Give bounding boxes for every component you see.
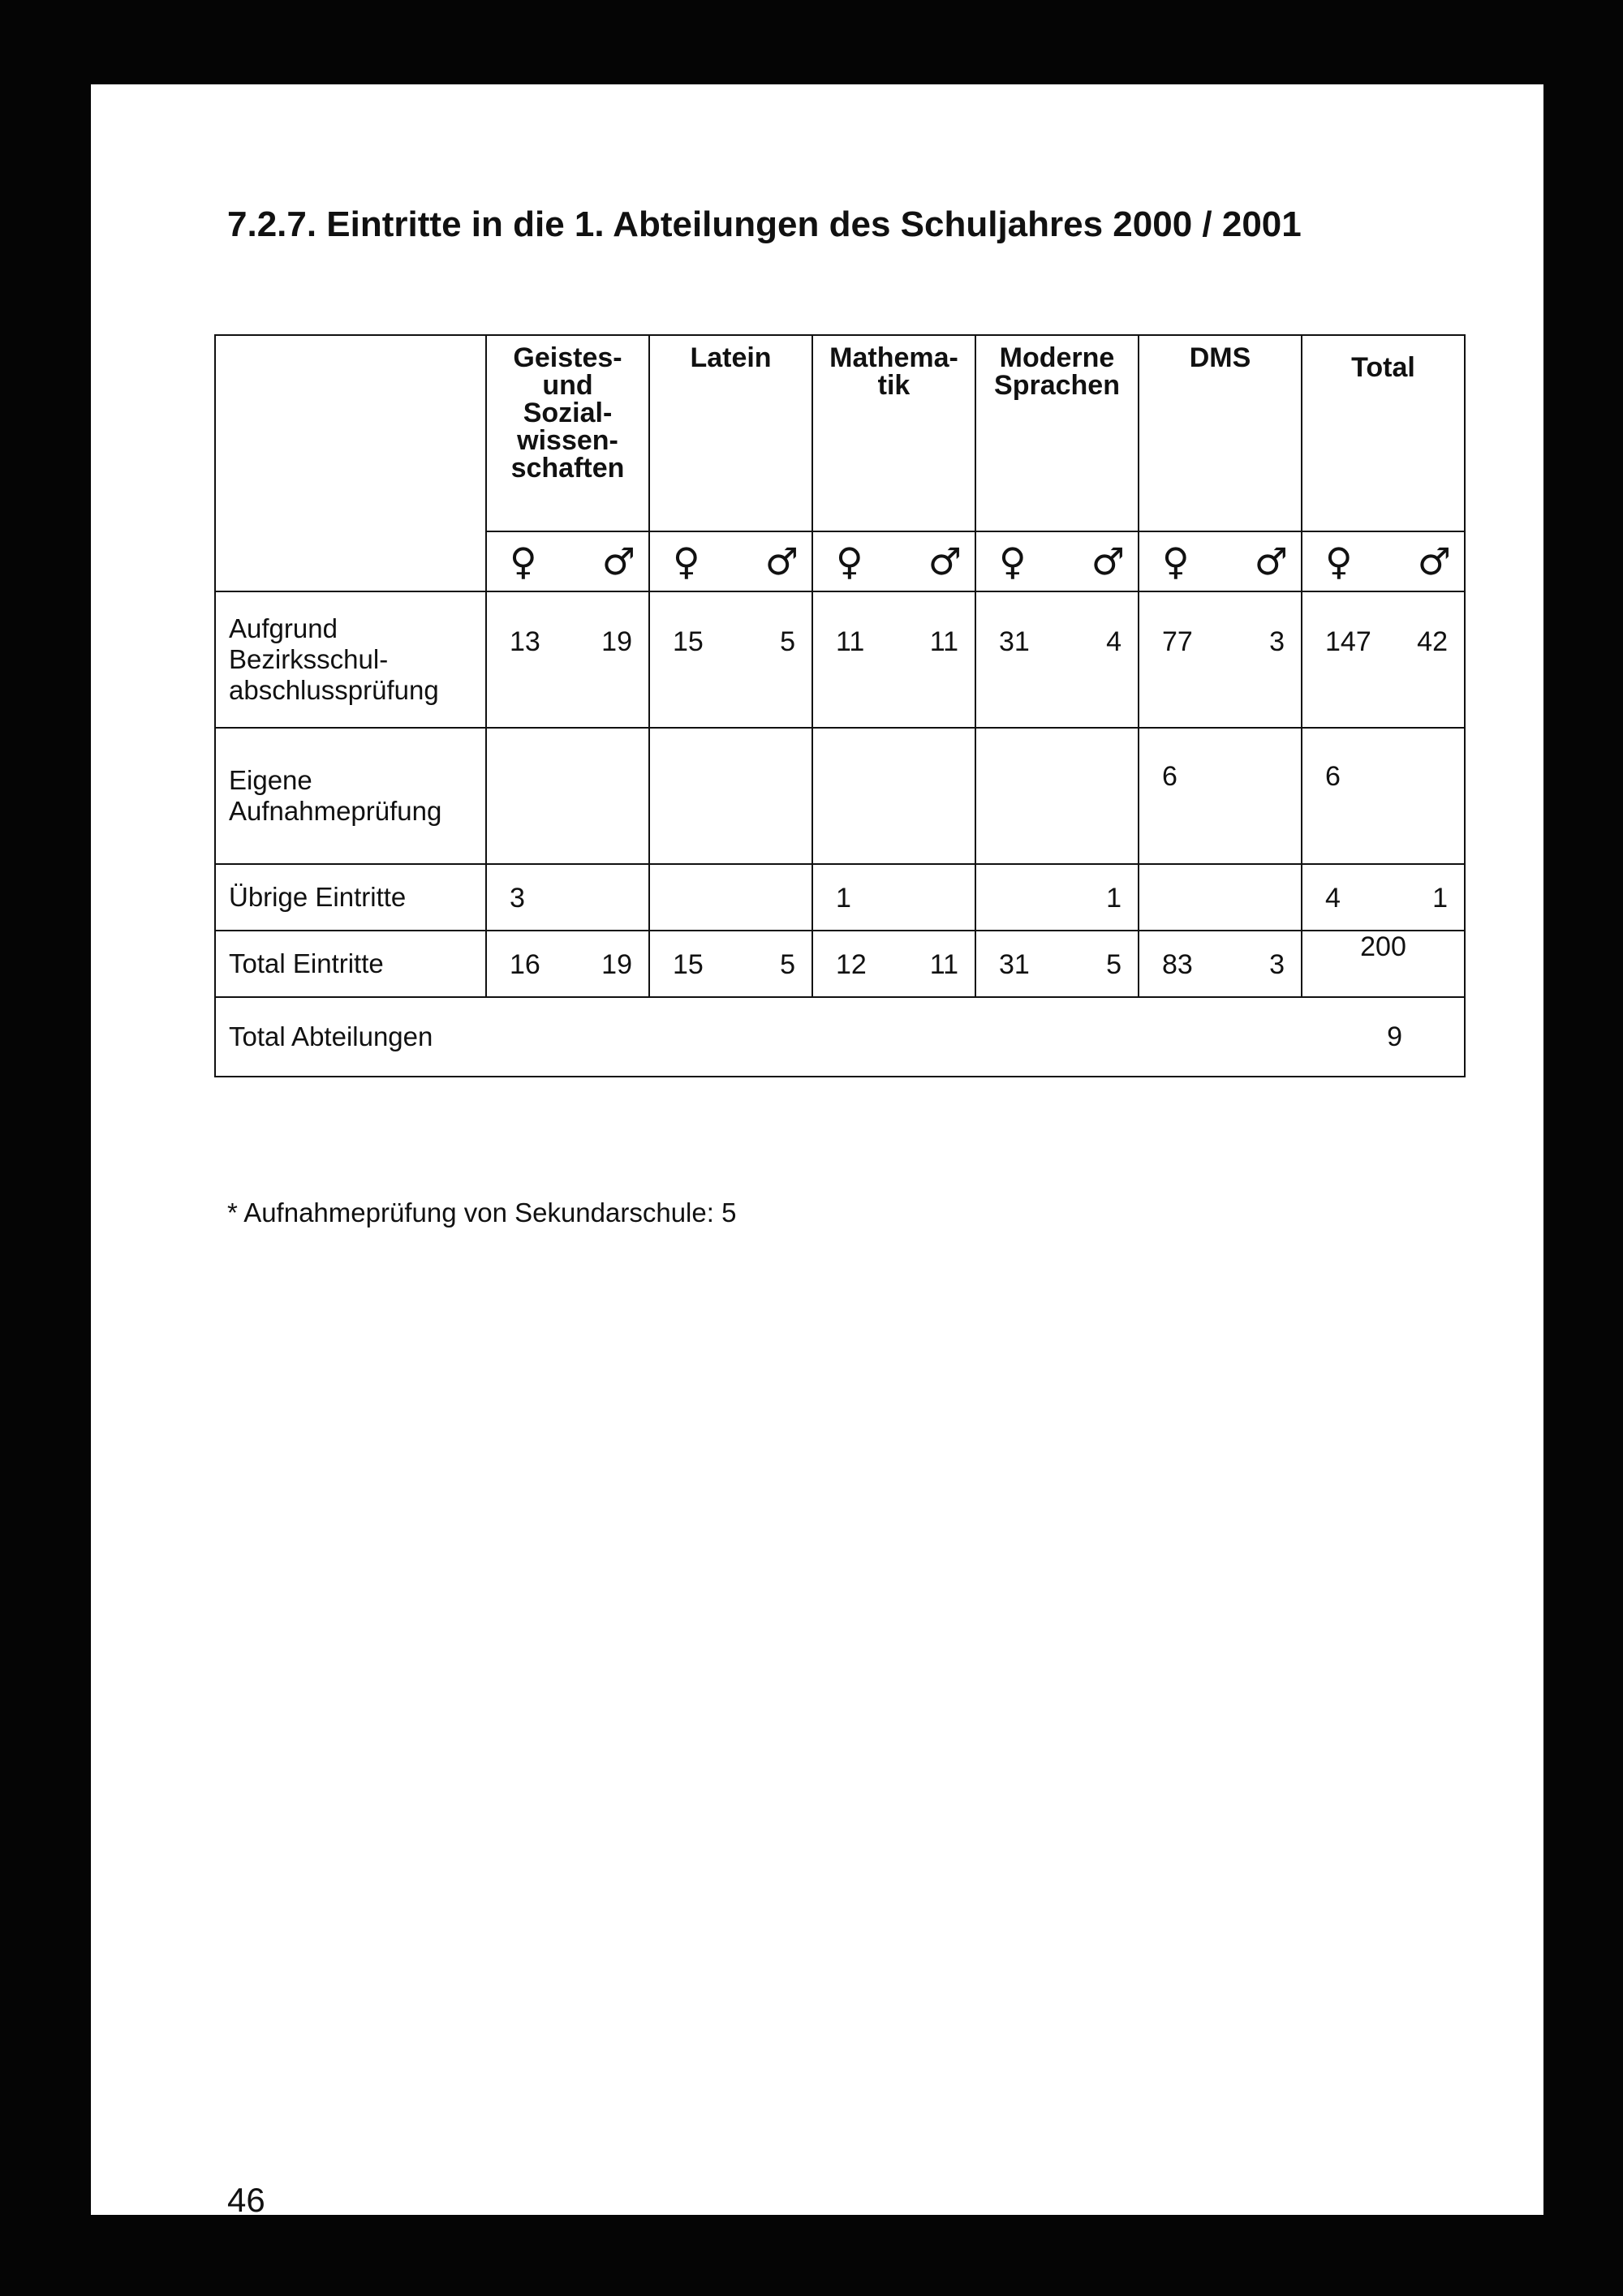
column-header-latein (649, 335, 812, 531)
female-count: 77 (1162, 626, 1193, 657)
table-cell (649, 591, 812, 728)
header-line: Sprachen (994, 370, 1120, 401)
female-count: 6 (1162, 761, 1177, 792)
male-symbol-icon: ♂ (1254, 540, 1288, 583)
male-symbol-icon: ♂ (928, 540, 962, 583)
column-header-geistes (486, 335, 649, 531)
male-count: 19 (601, 626, 632, 657)
column-header-moderne-sprachen (975, 335, 1139, 531)
male-symbol-icon: ♂ (601, 540, 635, 583)
table-cell (812, 864, 975, 931)
female-symbol-icon: ♀ (836, 540, 863, 583)
row-label-line: Total Eintritte (229, 948, 384, 978)
header-line: Sozial- (523, 398, 613, 428)
male-symbol-icon: ♂ (1091, 540, 1125, 583)
female-symbol-icon: ♀ (1162, 540, 1190, 583)
row-label-line: Übrige Eintritte (229, 882, 407, 912)
female-count: 6 (1325, 761, 1341, 792)
row-label-line: Aufgrund (229, 613, 338, 643)
male-count: 19 (601, 949, 632, 980)
header-line: Geistes- (513, 342, 622, 373)
table-cell (812, 931, 975, 997)
footer-label: Total Abteilungen (215, 997, 1302, 1077)
header-line: Total (1351, 352, 1415, 383)
female-symbol-icon: ♀ (673, 540, 700, 583)
female-count: 1 (836, 883, 851, 914)
total-entries-combined: 200 (1302, 931, 1465, 997)
table-cell (812, 591, 975, 728)
female-count: 4 (1325, 883, 1341, 914)
row-label-line: Bezirksschul- (229, 644, 389, 674)
table-footer-row (215, 997, 1465, 1077)
row-label (215, 931, 486, 997)
female-count: 15 (673, 949, 704, 980)
table-row (215, 931, 1465, 997)
document-page (91, 84, 1543, 2219)
female-count: 31 (999, 626, 1030, 657)
table-row (215, 864, 1465, 931)
female-count: 11 (836, 626, 865, 657)
female-symbol-icon: ♀ (999, 540, 1027, 583)
female-symbol-icon: ♀ (1325, 540, 1353, 583)
header-line: schaften (510, 453, 625, 484)
female-count: 31 (999, 949, 1030, 980)
column-header-dms (1139, 335, 1302, 531)
footnote: * Aufnahmeprüfung von Sekundarschule: 5 (227, 1197, 737, 1228)
male-count: 1 (1432, 883, 1448, 914)
table-cell (1139, 931, 1302, 997)
sex-cell (812, 531, 975, 591)
table-cell (649, 728, 812, 864)
header-line: wissen- (517, 425, 618, 456)
header-corner-cell (215, 335, 486, 591)
table-cell (975, 591, 1139, 728)
female-count: 16 (510, 949, 540, 980)
row-label-line: abschlussprüfung (229, 675, 439, 705)
male-count: 42 (1417, 626, 1448, 657)
female-count: 83 (1162, 949, 1193, 980)
male-count: 3 (1269, 626, 1285, 657)
row-label (215, 728, 486, 864)
table-cell (486, 864, 649, 931)
footer-value: 9 (1302, 997, 1465, 1077)
header-line: Latein (690, 342, 772, 373)
header-line: und (542, 370, 593, 401)
male-count: 5 (1106, 949, 1121, 980)
table-row (215, 591, 1465, 728)
male-count: 4 (1106, 626, 1121, 657)
table-cell (975, 728, 1139, 864)
female-count: 15 (673, 626, 704, 657)
header-line: Moderne (999, 342, 1115, 373)
table-cell (1302, 728, 1465, 864)
column-header-total (1302, 335, 1465, 531)
sex-cell (1302, 531, 1465, 591)
female-count: 13 (510, 626, 540, 657)
sex-cell (486, 531, 649, 591)
sex-cell (1139, 531, 1302, 591)
table-cell (649, 931, 812, 997)
header-line: tik (877, 370, 911, 401)
table-cell (1302, 864, 1465, 931)
female-symbol-icon: ♀ (510, 540, 537, 583)
male-count: 5 (780, 949, 795, 980)
female-count: 12 (836, 949, 867, 980)
column-header-mathematik (812, 335, 975, 531)
table-cell (812, 728, 975, 864)
table-cell (486, 591, 649, 728)
table-cell (1302, 591, 1465, 728)
table-header-row (215, 335, 1465, 531)
table-cell (1139, 728, 1302, 864)
male-count: 3 (1269, 949, 1285, 980)
male-symbol-icon: ♂ (1417, 540, 1451, 583)
row-label (215, 591, 486, 728)
table-cell (975, 931, 1139, 997)
header-line: Mathema- (829, 342, 958, 373)
row-label-line: Eigene (229, 765, 312, 795)
male-count: 11 (929, 949, 958, 980)
page-number: 46 (227, 2181, 265, 2219)
table-cell (486, 728, 649, 864)
table-cell (1139, 591, 1302, 728)
row-label-line: Aufnahmeprüfung (229, 796, 442, 826)
male-count: 5 (780, 626, 795, 657)
table-row (215, 728, 1465, 864)
female-count: 147 (1325, 626, 1371, 657)
admissions-table (214, 334, 1466, 1077)
table-cell (649, 864, 812, 931)
male-symbol-icon: ♂ (764, 540, 799, 583)
sex-cell (975, 531, 1139, 591)
header-line: DMS (1189, 342, 1251, 373)
table-cell (486, 931, 649, 997)
page-title: 7.2.7. Eintritte in die 1. Abteilungen des Schuljahres 2000 / 2001 (227, 204, 1302, 244)
female-count: 3 (510, 883, 525, 914)
male-count: 11 (929, 626, 958, 657)
table-cell (975, 864, 1139, 931)
table-cell (1139, 864, 1302, 931)
row-label (215, 864, 486, 931)
male-count: 1 (1106, 883, 1121, 914)
sex-cell (649, 531, 812, 591)
